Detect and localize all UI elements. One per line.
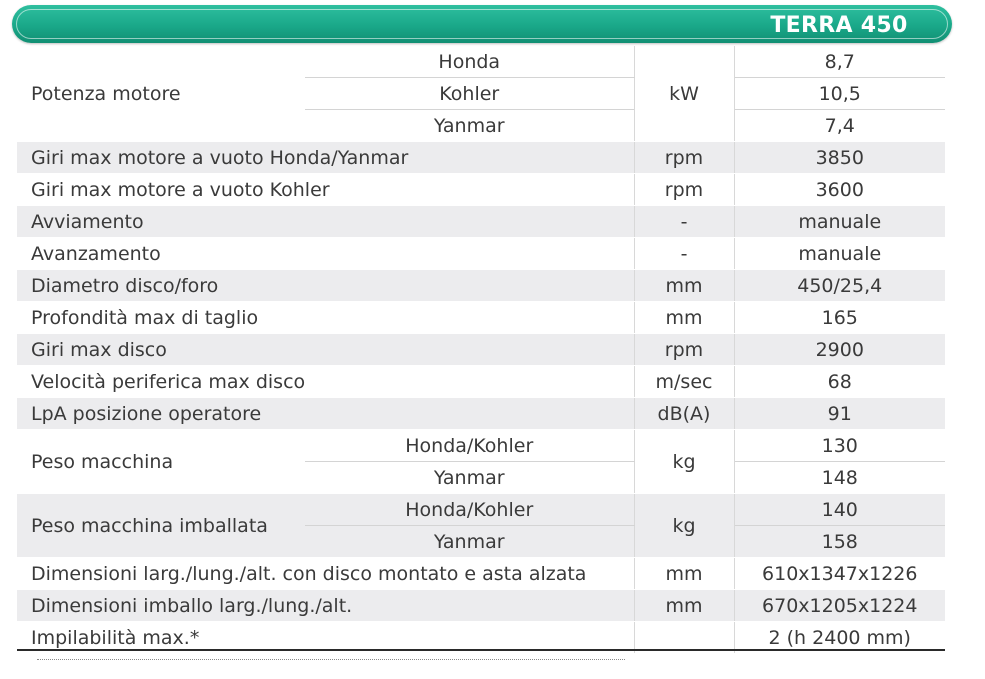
row-value: 3850 xyxy=(734,142,945,174)
table-row xyxy=(17,174,945,206)
row-label: Velocità periferica max disco xyxy=(17,366,634,398)
row-unit: rpm xyxy=(634,334,734,366)
table-bottom-rule xyxy=(17,649,945,651)
sub-label: Honda xyxy=(305,46,634,78)
row-value: 140 xyxy=(734,494,945,526)
table-row xyxy=(17,558,945,590)
row-unit: kg xyxy=(634,494,734,558)
row-value: 450/25,4 xyxy=(734,270,945,302)
row-value: 10,5 xyxy=(734,78,945,110)
row-unit: dB(A) xyxy=(634,398,734,430)
row-label: Dimensioni imballo larg./lung./alt. xyxy=(17,590,634,622)
row-value: 2900 xyxy=(734,334,945,366)
row-label: Giri max motore a vuoto Honda/Yanmar xyxy=(17,142,634,174)
model-title: TERRA 450 xyxy=(770,13,908,38)
table-row xyxy=(17,430,945,462)
table-row xyxy=(17,46,945,78)
row-value: 148 xyxy=(734,462,945,494)
table-row xyxy=(17,398,945,430)
row-value: 670x1205x1224 xyxy=(734,590,945,622)
table-row xyxy=(17,590,945,622)
row-label: Potenza motore xyxy=(17,46,305,142)
sub-label: Yanmar xyxy=(305,462,634,494)
row-label: Avviamento xyxy=(17,206,634,238)
row-label: Profondità max di taglio xyxy=(17,302,634,334)
row-value: 158 xyxy=(734,526,945,558)
row-unit: kW xyxy=(634,46,734,142)
row-unit: m/sec xyxy=(634,366,734,398)
sub-label: Kohler xyxy=(305,78,634,110)
row-unit: rpm xyxy=(634,174,734,206)
row-unit: mm xyxy=(634,558,734,590)
footnote-dotted-line xyxy=(37,659,625,660)
sub-label: Yanmar xyxy=(305,110,634,142)
row-unit: - xyxy=(634,238,734,270)
row-unit: mm xyxy=(634,270,734,302)
row-label: Avanzamento xyxy=(17,238,634,270)
sub-label: Honda/Kohler xyxy=(305,494,634,526)
row-value: 2 (h 2400 mm) xyxy=(734,622,945,654)
row-value: 8,7 xyxy=(734,46,945,78)
table-row xyxy=(17,302,945,334)
table-row xyxy=(17,270,945,302)
table-row xyxy=(17,142,945,174)
sub-label: Honda/Kohler xyxy=(305,430,634,462)
row-value: manuale xyxy=(734,206,945,238)
row-label: LpA posizione operatore xyxy=(17,398,634,430)
row-value: 91 xyxy=(734,398,945,430)
row-label: Giri max disco xyxy=(17,334,634,366)
table-row xyxy=(17,334,945,366)
row-label: Impilabilità max.* xyxy=(17,622,634,654)
table-row xyxy=(17,206,945,238)
row-value: manuale xyxy=(734,238,945,270)
row-unit: mm xyxy=(634,590,734,622)
row-unit: - xyxy=(634,206,734,238)
row-value: 165 xyxy=(734,302,945,334)
row-label: Dimensioni larg./lung./alt. con disco montato e asta alzata xyxy=(17,558,634,590)
row-label: Diametro disco/foro xyxy=(17,270,634,302)
row-value: 130 xyxy=(734,430,945,462)
specs-table xyxy=(17,46,945,654)
row-label: Giri max motore a vuoto Kohler xyxy=(17,174,634,206)
row-value: 3600 xyxy=(734,174,945,206)
row-label: Peso macchina imballata xyxy=(17,494,305,558)
table-row xyxy=(17,238,945,270)
row-value: 7,4 xyxy=(734,110,945,142)
row-unit: kg xyxy=(634,430,734,494)
sub-label: Yanmar xyxy=(305,526,634,558)
table-row xyxy=(17,494,945,526)
row-unit: mm xyxy=(634,302,734,334)
row-label: Peso macchina xyxy=(17,430,305,494)
row-value: 610x1347x1226 xyxy=(734,558,945,590)
table-row xyxy=(17,366,945,398)
row-unit: rpm xyxy=(634,142,734,174)
row-value: 68 xyxy=(734,366,945,398)
